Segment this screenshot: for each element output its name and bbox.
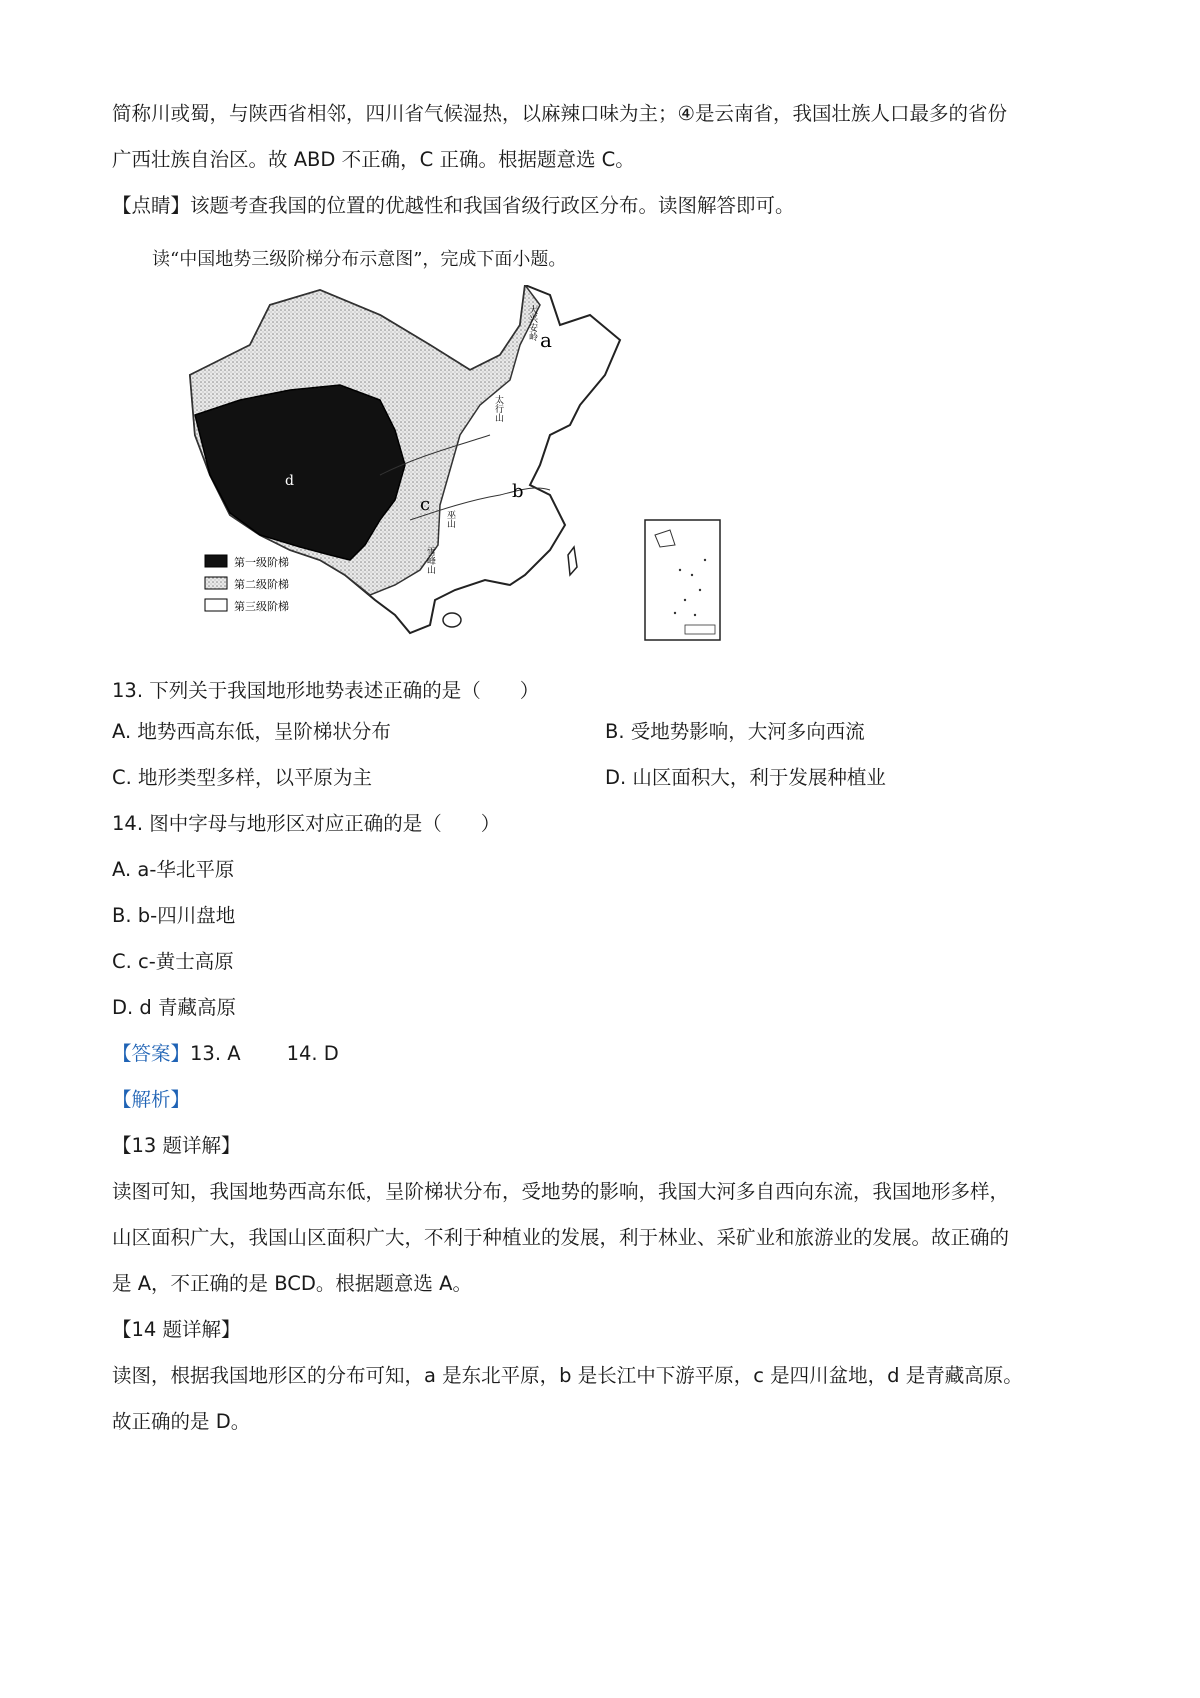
hainan-island (443, 613, 461, 627)
taiwan-island (568, 547, 577, 575)
q14-option-d: D. d 青藏高原 (112, 996, 236, 1019)
map-letter-c: c (420, 494, 431, 515)
south-china-sea-inset (645, 520, 720, 640)
legend-step1: 第一级阶梯 (234, 556, 289, 569)
question-14-stem: 14. 图中字母与地形区对应正确的是（ ） (112, 812, 501, 835)
answer-13: 13. A (190, 1042, 241, 1065)
label-xuefengshan: 雪峰山 (425, 547, 435, 574)
point-tag: 【点睛】 (112, 194, 191, 217)
q13-option-b: B. 受地势影响，大河多向西流 (605, 720, 865, 743)
analysis-tag: 【解析】 (112, 1088, 191, 1111)
map-letter-d: d (285, 473, 294, 489)
label-wushan: 巫山 (445, 510, 455, 528)
q13-option-d: D. 山区面积大，利于发展种植业 (605, 766, 886, 789)
q14-detail-line: 读图，根据我国地形区的分布可知，a 是东北平原，b 是长江中下游平原，c 是四川盆地，d 是青藏高原。 (112, 1364, 1023, 1387)
point-note (112, 192, 795, 220)
q13-detail-line: 是 A，不正确的是 BCD。根据题意选 A。 (112, 1272, 472, 1295)
legend-step3: 第三级阶梯 (234, 600, 289, 613)
q13-detail-line: 山区面积广大，我国山区面积广大，不利于种植业的发展，利于林业、采矿业和旅游业的发展。故正确的 (112, 1226, 1010, 1249)
point-text: 该题考查我国的位置的优越性和我国省级行政区分布。读图解答即可。 (190, 194, 795, 217)
figure-caption: 读“中国地势三级阶梯分布示意图”，完成下面小题。 (152, 249, 567, 270)
q14-detail-line: 故正确的是 D。 (112, 1410, 251, 1433)
q13-option-c: C. 地形类型多样，以平原为主 (112, 766, 373, 789)
intro-line-2: 广西壮族自治区。故 ABD 不正确，C 正确。根据题意选 C。 (112, 148, 635, 171)
q13-option-a: A. 地势西高东低，呈阶梯状分布 (112, 720, 391, 743)
question-13-stem: 13. 下列关于我国地形地势表述正确的是（ ） (112, 679, 540, 702)
legend-step2: 第二级阶梯 (234, 578, 289, 591)
q14-option-a: A. a-华北平原 (112, 858, 235, 881)
map-letter-a: a (540, 328, 552, 352)
q14-option-b: B. b-四川盘地 (112, 904, 236, 927)
label-daxinganling: 大兴安岭 (527, 305, 537, 341)
intro-line-1: 简称川或蜀，与陕西省相邻，四川省气候湿热，以麻辣口味为主；④是云南省，我国壮族人口最多的省份 (112, 102, 1007, 125)
answer-line (112, 1040, 339, 1068)
label-taihangshan: 太行山 (493, 395, 503, 422)
q13-detail-line: 读图可知，我国地势西高东低，呈阶梯状分布，受地势的影响，我国大河多自西向东流，我国地形多样， (112, 1180, 1010, 1203)
map-letter-b: b (512, 481, 524, 502)
q13-detail-heading: 【13 题详解】 (112, 1134, 241, 1157)
china-terrain-map (180, 285, 740, 700)
q14-option-c: C. c-黄士高原 (112, 950, 234, 973)
answer-tag: 【答案】 (112, 1042, 191, 1065)
map-legend (205, 555, 289, 613)
answer-14: 14. D (286, 1042, 339, 1065)
q14-detail-heading: 【14 题详解】 (112, 1318, 241, 1341)
